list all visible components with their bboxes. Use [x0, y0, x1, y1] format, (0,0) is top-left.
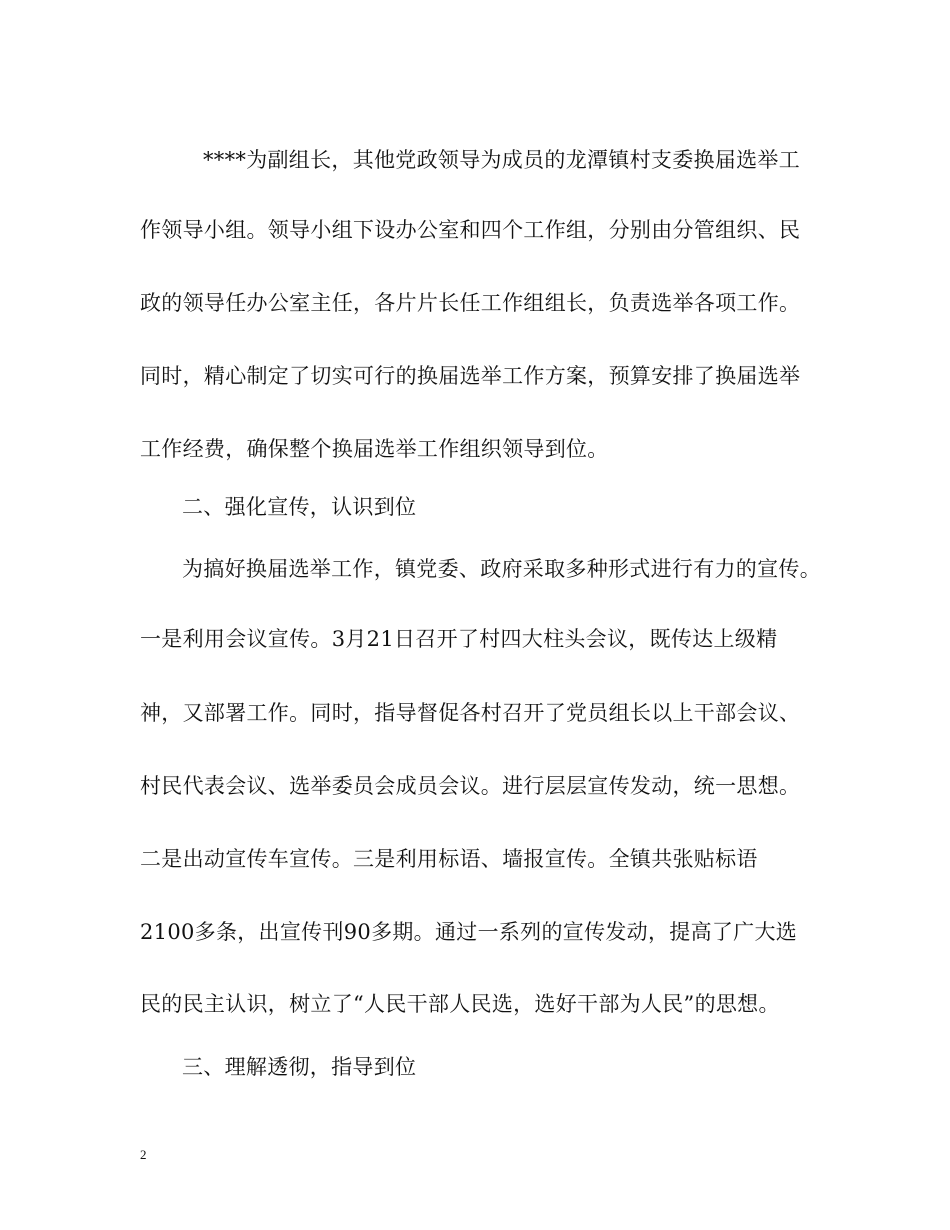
- paragraph-line-1: ****为副组长，其他党政领导为成员的龙潭镇村支委换届选举工: [203, 148, 800, 172]
- paragraph-line-5: 工作经费，确保整个换届选举工作组织领导到位。: [140, 437, 609, 461]
- paragraph-line-2: 作领导小组。领导小组下设办公室和四个工作组，分别由分管组织、民: [140, 218, 801, 242]
- paragraph-line-9: 村民代表会议、选举委员会成员会议。进行层层宣传发动，统一思想。: [140, 774, 801, 798]
- paragraph-line-4: 同时，精心制定了切实可行的换届选举工作方案，预算安排了换届选举: [140, 364, 801, 388]
- paragraph-line-7: 一是利用会议宣传。3月21日召开了村四大柱头会议，既传达上级精: [140, 627, 778, 651]
- paragraph-line-8: 神，又部署工作。同时，指导督促各村召开了党员组长以上干部会议、: [140, 701, 801, 725]
- paragraph-line-10: 二是出动宣传车宣传。三是利用标语、墙报宣传。全镇共张贴标语: [140, 847, 758, 871]
- page-number: 2: [140, 1147, 147, 1162]
- section-heading-2: 二、强化宣传，认识到位: [182, 495, 417, 519]
- paragraph-line-11: 2100多条，出宣传刊90多期。通过一系列的宣传发动，提高了广大选: [140, 920, 798, 944]
- section-heading-3: 三、理解透彻，指导到位: [182, 1055, 417, 1079]
- paragraph-line-3: 政的领导任办公室主任，各片片长任工作组组长，负责选举各项工作。: [140, 291, 801, 315]
- paragraph-line-6: 为搞好换届选举工作，镇党委、政府采取多种形式进行有力的宣传。: [182, 557, 821, 581]
- paragraph-line-12: 民的民主认识，树立了“人民干部人民选，选好干部为人民”的思想。: [140, 992, 780, 1016]
